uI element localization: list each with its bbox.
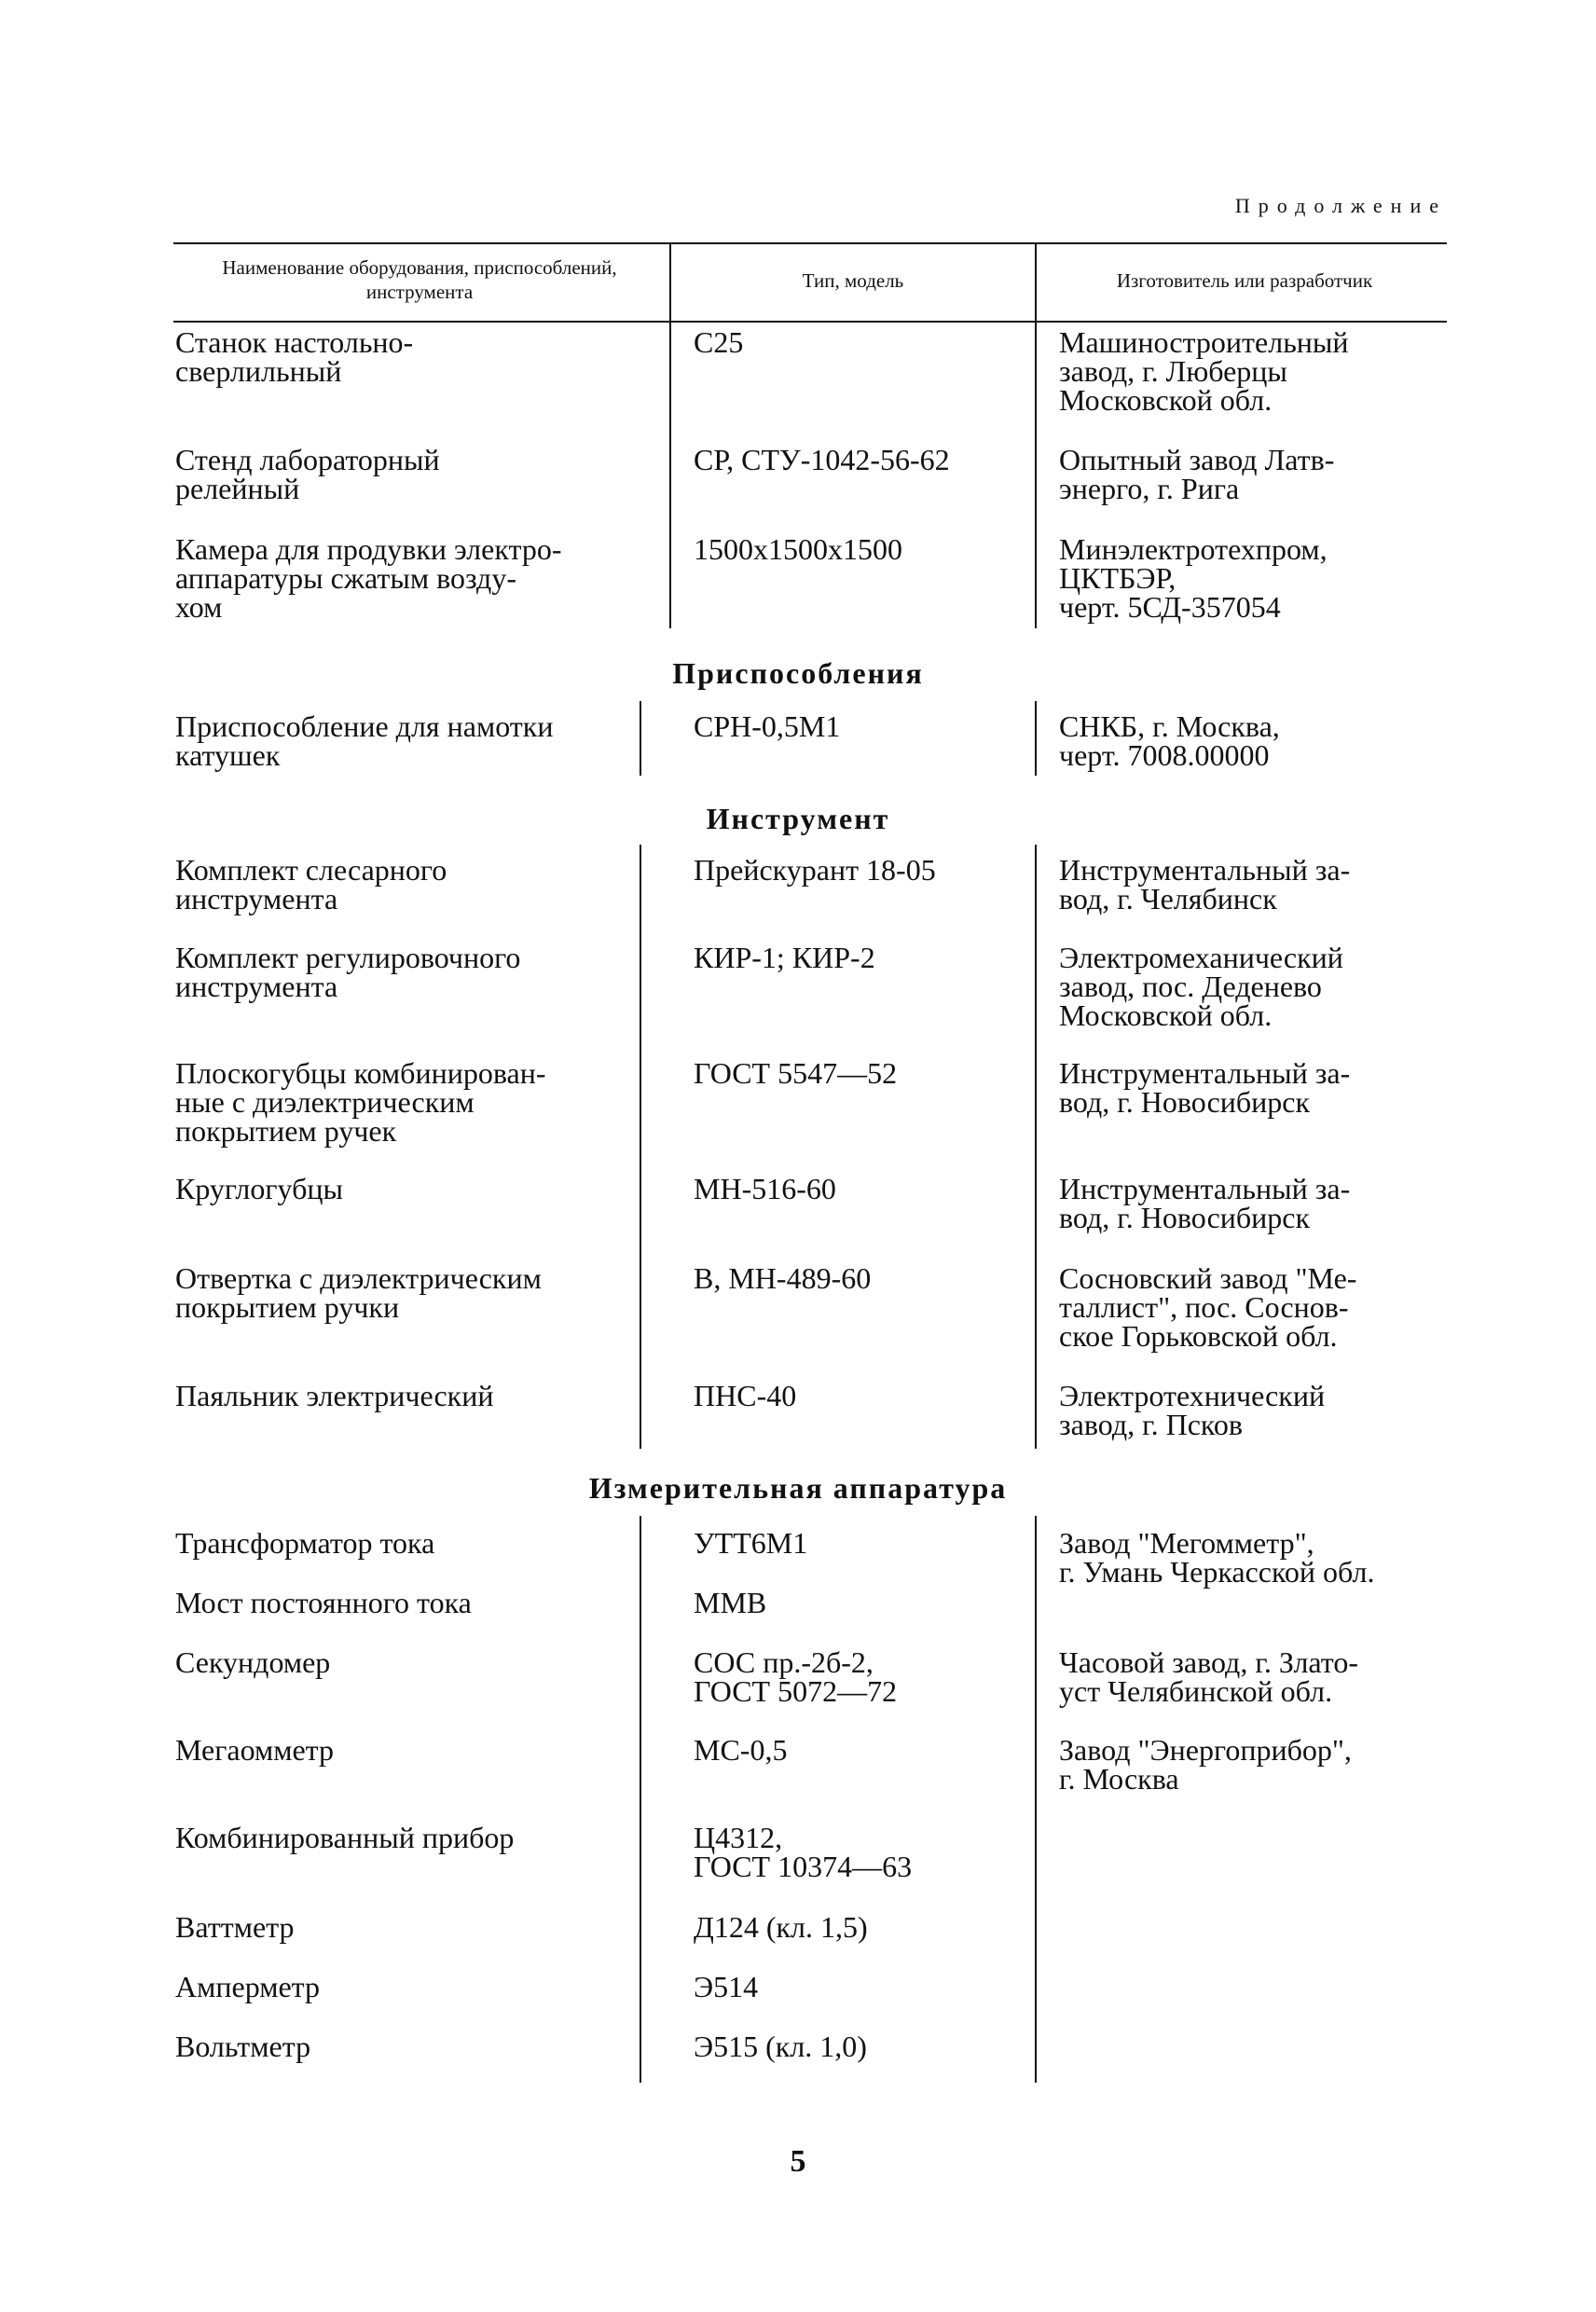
row-c3-name: Круглогубцы xyxy=(175,1172,343,1205)
row-d4-type: Ц4312, ГОСТ 10374—63 xyxy=(694,1821,913,1883)
row-d0-type: УТТ6М1 xyxy=(694,1526,808,1560)
row-a0-type: С25 xyxy=(694,325,744,359)
section-instruments-heading: Измерительная аппаратура xyxy=(588,1471,1008,1505)
row-c3-maker: Инструментальный за- вод, г. Новосибирск xyxy=(1059,1172,1351,1234)
header-maker: Изготовитель или разработчик xyxy=(1116,269,1373,292)
row-d0-name: Трансформатор тока xyxy=(175,1526,435,1560)
row-c1-maker: Электромеханический завод, пос. Деденево Московской обл. xyxy=(1059,941,1343,1032)
block-a-divider-2 xyxy=(1035,321,1037,628)
row-a0-maker: Машиностроительный завод, г. Люберцы Московской обл. xyxy=(1059,325,1349,417)
row-a2-name: Камера для продувки электро- аппаратуры сжатым возду- хом xyxy=(175,532,562,624)
row-d5-type: Д124 (кл. 1,5) xyxy=(694,1910,868,1944)
row-a2-maker: Минэлектротехпром, ЦКТБЭР, черт. 5СД-357054 xyxy=(1059,532,1328,624)
row-c2-name: Плоскогубцы комбинирован- ные с диэлектрическим покрытием ручек xyxy=(175,1056,546,1148)
row-d2-name: Секундомер xyxy=(175,1645,331,1679)
row-d5-name: Ваттметр xyxy=(175,1910,295,1944)
row-c5-maker: Электротехнический завод, г. Псков xyxy=(1059,1379,1326,1441)
header-bottom-rule xyxy=(173,321,1447,323)
table-top-rule xyxy=(173,242,1447,244)
header-type: Тип, модель xyxy=(802,269,904,292)
block-c-divider-1 xyxy=(640,845,641,1449)
row-d6-name: Амперметр xyxy=(175,1970,321,2003)
row-a1-name: Стенд лабораторный релейный xyxy=(175,443,440,505)
row-d3-maker: Завод "Энергоприбор", г. Москва xyxy=(1059,1733,1352,1796)
row-d1-name: Мост постоянного тока xyxy=(175,1586,472,1619)
section-tools-heading: Инструмент xyxy=(706,802,890,835)
row-b0-type: СРН-0,5М1 xyxy=(694,709,841,743)
row-c5-type: ПНС-40 xyxy=(694,1379,797,1412)
row-d3-name: Мегаомметр xyxy=(175,1733,335,1767)
block-c-divider-2 xyxy=(1035,845,1037,1449)
row-d4-name: Комбинированный прибор xyxy=(175,1821,515,1854)
row-b0-maker: СНКБ, г. Москва, черт. 7008.00000 xyxy=(1059,709,1280,772)
row-a0-name: Станок настольно- сверлильный xyxy=(175,325,414,388)
row-a1-type: СР, СТУ-1042-56-62 xyxy=(694,443,950,476)
block-d-divider-2 xyxy=(1035,1516,1037,2083)
continuation-label: Продолжение xyxy=(1234,194,1447,217)
row-a1-maker: Опытный завод Латв- энерго, г. Рига xyxy=(1059,443,1335,505)
header-divider-1 xyxy=(669,242,671,321)
row-c4-type: В, МН-489-60 xyxy=(694,1261,872,1295)
row-b0-name: Приспособление для намотки катушек xyxy=(175,709,554,772)
row-c3-type: МН-516-60 xyxy=(694,1172,836,1205)
header-name: Наименование оборудования, приспособлений, инструмента xyxy=(222,256,617,303)
row-c0-maker: Инструментальный за- вод, г. Челябинск xyxy=(1059,853,1351,915)
row-d6-type: Э514 xyxy=(694,1970,759,2003)
row-d7-name: Вольтметр xyxy=(175,2030,311,2063)
block-b-divider-2 xyxy=(1035,701,1037,776)
row-c1-type: КИР-1; КИР-2 xyxy=(694,941,875,974)
page-number: 5 xyxy=(790,2144,806,2179)
row-c5-name: Паяльник электрический xyxy=(175,1379,494,1412)
row-d7-type: Э515 (кл. 1,0) xyxy=(694,2030,867,2063)
row-c4-name: Отвертка с диэлектрическим покрытием ручки xyxy=(175,1261,542,1324)
section-fixtures-heading: Приспособления xyxy=(672,656,924,690)
row-d3-type: МС-0,5 xyxy=(694,1733,788,1767)
row-c2-maker: Инструментальный за- вод, г. Новосибирск xyxy=(1059,1056,1351,1119)
row-a2-type: 1500х1500х1500 xyxy=(694,532,902,566)
row-d2-maker: Часовой завод, г. Злато- уст Челябинской обл. xyxy=(1059,1645,1358,1708)
header-divider-2 xyxy=(1035,242,1037,321)
row-c1-name: Комплект регулировочного инструмента xyxy=(175,941,521,1003)
block-a-divider-1 xyxy=(669,321,671,628)
row-c4-maker: Сосновский завод "Ме- таллист", пос. Соснов- ское Горьковской обл. xyxy=(1059,1261,1357,1353)
row-c0-type: Прейскурант 18-05 xyxy=(694,853,936,887)
row-c2-type: ГОСТ 5547—52 xyxy=(694,1056,898,1090)
row-d1-type: ММВ xyxy=(694,1586,767,1619)
row-d2-type: СОС пр.-2б-2, ГОСТ 5072—72 xyxy=(694,1645,898,1708)
row-d0-maker: Завод "Мегомметр", г. Умань Черкасской обл. xyxy=(1059,1526,1375,1589)
row-c0-name: Комплект слесарного инструмента xyxy=(175,853,447,915)
